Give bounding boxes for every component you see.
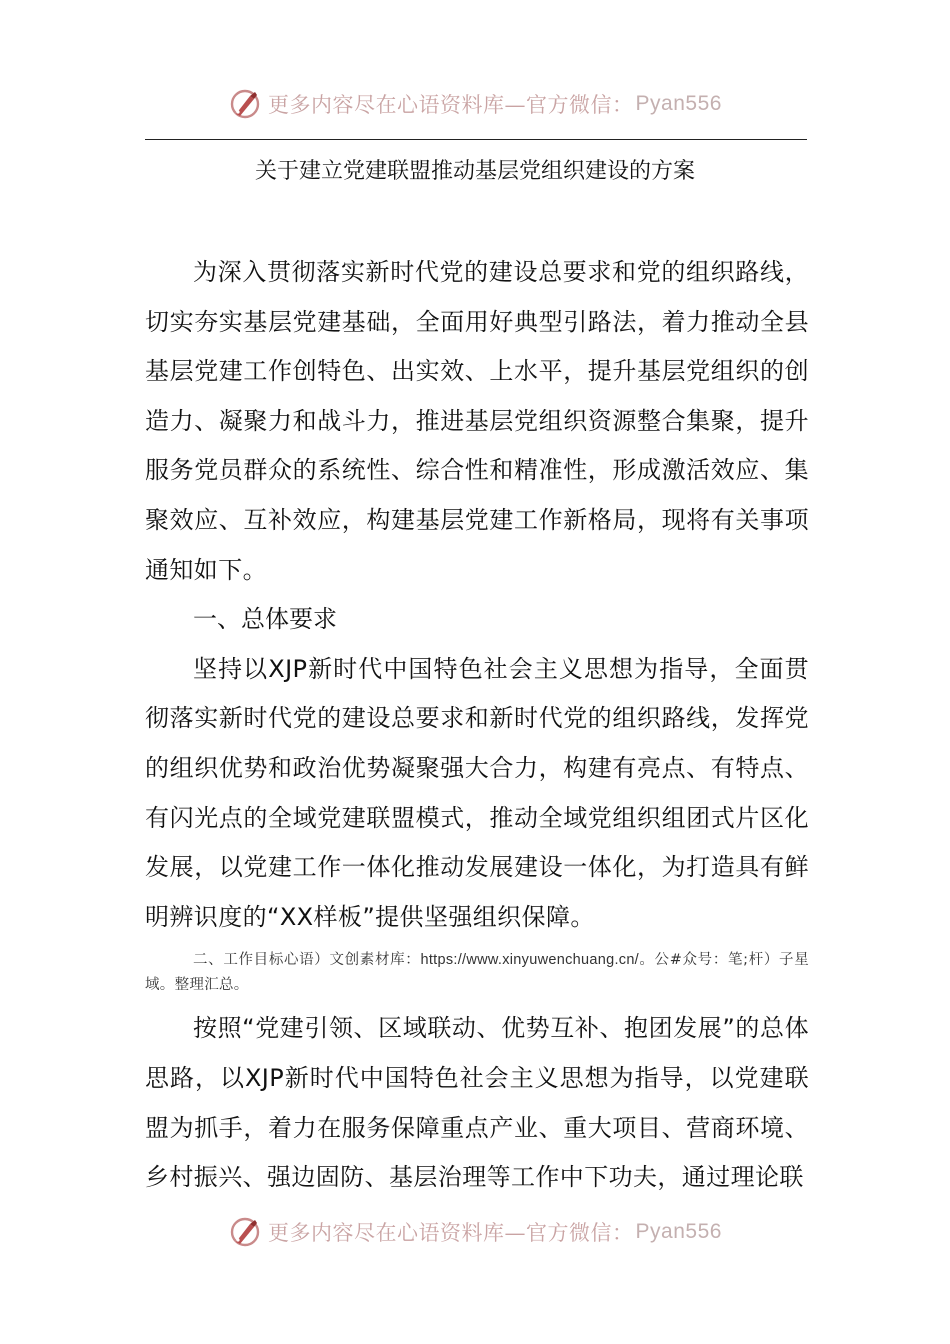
watermark-wechat-id: Pyan556 [635, 92, 722, 115]
watermark-brand-text: 更多内容尽在心语资料库—官方微信： [268, 1221, 634, 1245]
work-goals-note-prefix: 二、工作目标心语）文创素材库： [193, 952, 421, 969]
work-goals-note [145, 948, 809, 998]
document-body [145, 248, 809, 1203]
watermark-brand-text: 更多内容尽在心语资料库—官方微信： [268, 93, 634, 117]
intro-paragraph: 为深入贯彻落实新时代党的建设总要求和党的组织路线，切实夯实基层党建基础，全面用好典型引路法，着力推动全县基层党建工作创特色、出实效、上水平，提升基层党组织的创造力、凝聚力和战斗力，推进基层党组织资源整合集聚，提升服务党员群众的系统性、综合性和精准性，形成激活效应、集聚效应、互补效应，构建基层党建工作新格局，现将有关事项通知如下。 [145, 258, 809, 584]
work-goals-note-suffix: 。公#众号：笔;杆）子星域。整理汇总。 [145, 952, 810, 994]
footer-watermark [0, 1210, 950, 1254]
header-watermark [0, 82, 950, 126]
watermark-wechat-id: Pyan556 [635, 1220, 722, 1243]
source-url: https://www.xinyuwenchuang.cn/ [420, 952, 640, 969]
section-heading-general-requirements: 一、总体要求 [193, 605, 337, 634]
work-goals-paragraph: 按照“党建引领、区域联动、优势互补、抱团发展”的总体思路，以XJP新时代中国特色社会主义思想为指导，以党建联盟为抓手，着力在服务保障重点产业、重大项目、营商环境、乡村振兴、强边固防、基层治理等工作中下功夫，通过理论联 [145, 1014, 809, 1192]
general-requirements-paragraph: 坚持以XJP新时代中国特色社会主义思想为指导，全面贯彻落实新时代党的建设总要求和新时代党的组织路线，发挥党的组织优势和政治优势凝聚强大合力，构建有亮点、有特点、有闪光点的全域党建联盟模式，推动全域党组织组团式片区化发展，以党建工作一体化推动发展建设一体化，为打造具有鲜明辨识度的“XX样板”提供坚强组织保障。 [145, 654, 809, 931]
document-title: 关于建立党建联盟推动基层党组织建设的方案 [254, 159, 695, 184]
header-divider [145, 139, 807, 140]
pen-nib-seal-icon [228, 87, 262, 121]
pen-nib-seal-icon [228, 1215, 262, 1249]
